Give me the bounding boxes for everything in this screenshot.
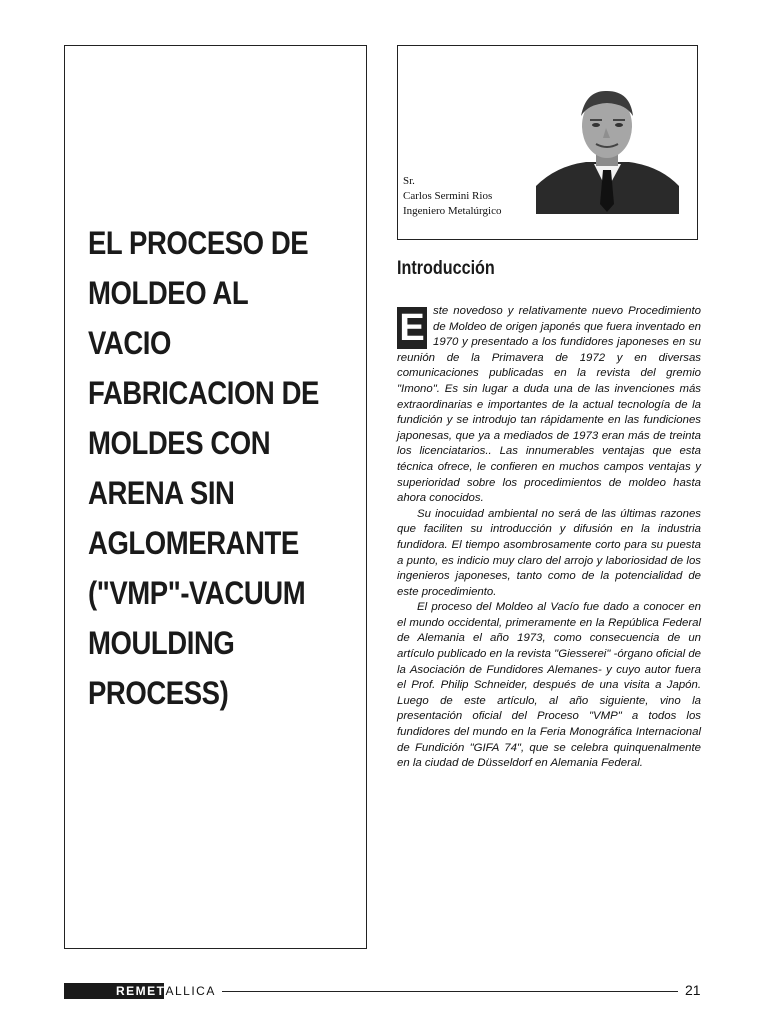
title-line: AGLOMERANTE	[88, 525, 299, 561]
title-line: PROCESS)	[88, 675, 229, 711]
footer-brand	[64, 983, 219, 999]
title-line: EL PROCESO DE	[88, 225, 309, 261]
title-line: MOULDING	[88, 625, 235, 661]
article-title	[88, 218, 325, 718]
footer-rule	[222, 991, 678, 992]
caption-role: Ingeniero Metalúrgico	[403, 205, 502, 217]
article-body	[397, 304, 701, 772]
brand-part-1: REMET	[116, 984, 166, 998]
author-portrait	[536, 86, 679, 214]
paragraph	[397, 304, 701, 507]
title-line: ARENA SIN	[88, 475, 235, 511]
brand-part-2: ALLICA	[165, 984, 216, 998]
title-line: FABRICACION DE	[88, 375, 319, 411]
caption-title: Sr.	[403, 175, 415, 187]
paragraph-text: ste novedoso y relativamente nuevo Procedimiento de Moldeo de origen japonés que fuera inventado en 1970 y presentado a los fundidores japoneses en su reunión de la Primavera de 1972 y en diversas comunicaciones publicadas en la revista del gremio "Imono". Es sin lugar a duda una de las invenciones más extraordinarias e importantes de la actual tecnología de la fundición y se introdujo tan rápidamente en las fundiciones japonesas, que ya a mediados de 1973 eran más de treinta los licenciatarios.. Las innumerables ventajas que esta técnica ofrece, le confieren en muchos campos ventajas y superioridad sobre los procedimientos de moldeo hasta ahora conocidos.	[397, 305, 701, 505]
title-line: ("VMP"-VACUUM	[88, 575, 306, 611]
title-line: MOLDES CON	[88, 425, 271, 461]
author-photo-box	[397, 45, 698, 240]
page-number: 21	[685, 982, 701, 998]
caption-name: Carlos Sermini Rios	[403, 190, 493, 202]
title-line: VACIO	[88, 325, 171, 361]
drop-cap: E	[397, 307, 427, 349]
section-heading: Introducción	[397, 258, 495, 279]
paragraph: El proceso del Moldeo al Vacío fue dado a conocer en el mundo occidental, primeramente en la República Federal de Alemania el año 1973, como consecuencia de un artículo publicado en la revista "Giesserei" -órgano oficial de la Asociación de Fundidores Alemanes- y cuyo autor fuera el Prof. Philip Schneider, después de una visita a Japón. Luego de este artículo, al año siguiente, vino la presentación oficial del Proceso "VMP" a todos los fundidores del mundo en la Feria Monográfica Internacional de Fundición "GIFA 74", que se celebra quinquenalmente en la ciudad de Düsseldorf en Alemania Federal.	[397, 601, 701, 770]
title-line: MOLDEO AL	[88, 275, 249, 311]
paragraph: Su inocuidad ambiental no será de las últimas razones que faciliten su introducción y difusión en la industria fundidora. El tiempo asombrosamente corto para su puesta a punto, es indicio muy claro del arrojo y laboriosidad de los ingenieros japoneses, tanto como de la potencialidad de este procedimiento.	[397, 507, 701, 598]
brand-logo	[116, 984, 216, 998]
title-box	[64, 45, 367, 949]
photo-caption	[403, 174, 501, 219]
